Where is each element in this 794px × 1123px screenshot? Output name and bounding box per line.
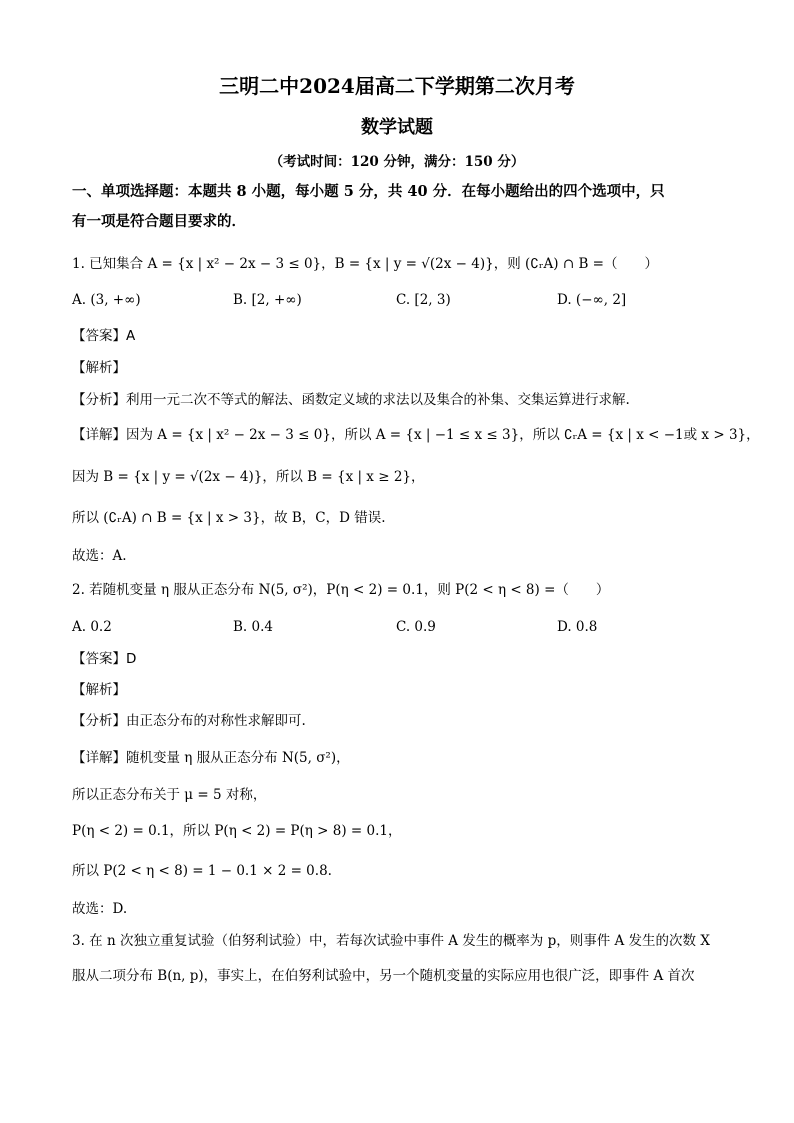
q1-option-d: D. (−∞, 2]: [557, 292, 627, 308]
q1-choose: 故选：A.: [72, 548, 127, 564]
exam-info: （考试时间：120 分钟，满分：150 分）: [269, 154, 525, 170]
q1-detail-line-1: 【详解】因为 A = {x | x² − 2x − 3 ≤ 0}，所以 A = {x | −1 ≤ x ≤ 3}，所以 ∁ᵣA = {x | x < −1或 x > 3}，: [72, 427, 760, 443]
q1-analysis-label: 【解析】: [72, 360, 126, 376]
section-heading-line-1: 一、单项选择题：本题共 8 小题，每小题 5 分，共 40 分．在每小题给出的四个选项中，只: [72, 183, 665, 200]
q2-fenxi: 【分析】由正态分布的对称性求解即可.: [72, 713, 306, 729]
q2-option-d: D. 0.8: [557, 619, 598, 635]
q1-stem: 1. 已知集合 A = {x | x² − 2x − 3 ≤ 0}，B = {x | y = √(2x − 4)}，则 (∁ᵣA) ∩ B =（ ）: [72, 256, 658, 272]
q3-stem-line-1: 3. 在 n 次独立重复试验（伯努利试验）中，若每次试验中事件 A 发生的概率为 p，则事件 A 发生的次数 X: [72, 933, 710, 949]
q1-detail-line-3: 所以 (∁ᵣA) ∩ B = {x | x > 3}，故 B，C，D 错误.: [72, 510, 386, 526]
q1-detail-line-2: 因为 B = {x | y = √(2x − 4)}，所以 B = {x | x ≥ 2}，: [72, 469, 425, 485]
exam-title: 三明二中2024届高二下学期第二次月考: [219, 74, 575, 98]
q1-answer: 【答案】A: [72, 328, 136, 344]
q3-stem-line-2: 服从二项分布 B(n, p)，事实上，在伯努利试验中，另一个随机变量的实际应用也很广泛，即事件 A 首次: [72, 968, 695, 984]
q2-detail-line-3: P(η < 2) = 0.1，所以 P(η < 2) = P(η > 8) = 0.1，: [72, 823, 402, 839]
q1-fenxi: 【分析】利用一元二次不等式的解法、函数定义域的求法以及集合的补集、交集运算进行求解.: [72, 392, 630, 408]
q2-answer: 【答案】D: [72, 651, 137, 667]
q2-option-b: B. 0.4: [233, 619, 273, 635]
subject-title: 数学试题: [361, 117, 433, 138]
q2-analysis-label: 【解析】: [72, 682, 126, 698]
q2-detail-line-1: 【详解】随机变量 η 服从正态分布 N(5, σ²)，: [72, 750, 350, 766]
q1-option-a: A. (3, +∞): [72, 292, 141, 308]
q2-stem: 2. 若随机变量 η 服从正态分布 N(5, σ²)，P(η < 2) = 0.1，则 P(2 < η < 8) =（ ）: [72, 582, 610, 598]
q1-option-b: B. [2, +∞): [233, 292, 302, 308]
q1-option-c: C. [2, 3): [396, 292, 451, 308]
q2-choose: 故选：D.: [72, 901, 128, 917]
q2-option-a: A. 0.2: [72, 619, 112, 635]
q2-option-c: C. 0.9: [396, 619, 436, 635]
section-heading-line-2: 有一项是符合题目要求的．: [72, 213, 246, 230]
q2-detail-line-2: 所以正态分布关于 μ = 5 对称，: [72, 787, 267, 803]
q2-detail-line-4: 所以 P(2 < η < 8) = 1 − 0.1 × 2 = 0.8.: [72, 863, 332, 879]
